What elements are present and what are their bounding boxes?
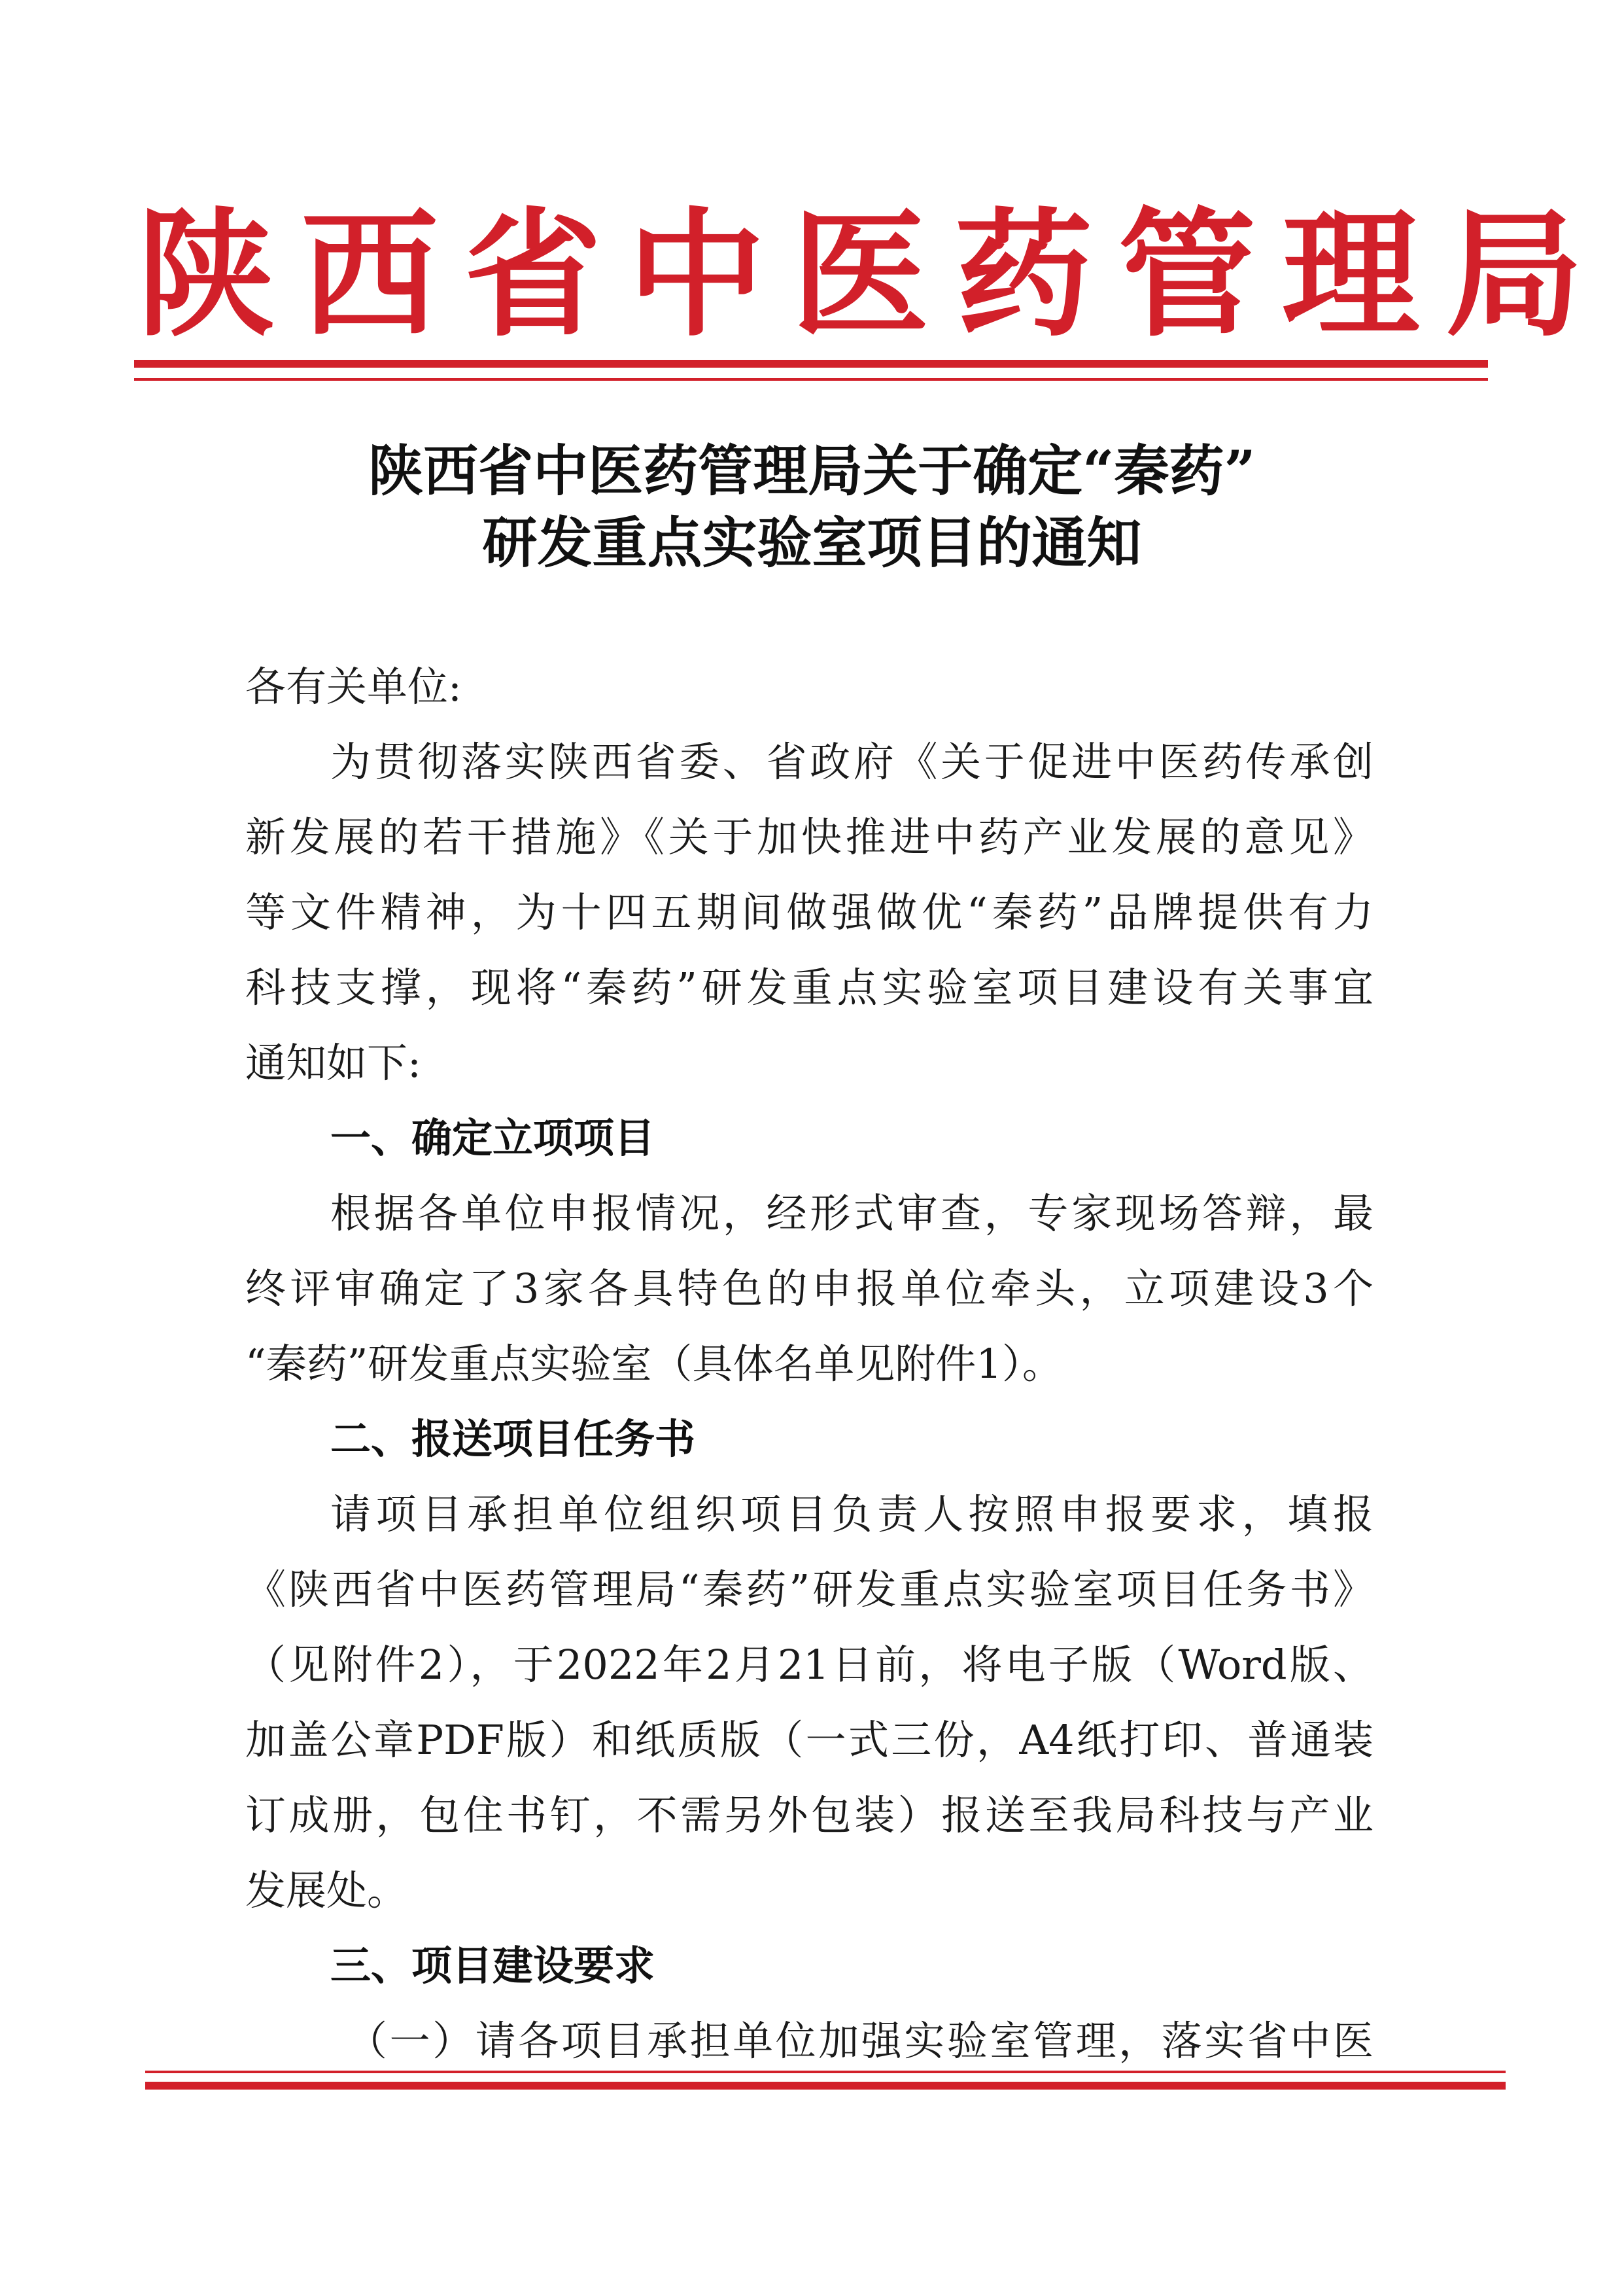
document-title-line-1: 陕西省中医药管理局关于确定“秦药” [368, 438, 1256, 503]
intro-line-3: 等文件精神，为十四五期间做强做优“秦药”品牌提供有力 [245, 888, 1373, 936]
masthead-rule-thick [134, 360, 1488, 368]
section-2-line-4: 加盖公章PDF版）和纸质版（一式三份，A4纸打印、普通装 [245, 1716, 1373, 1764]
section-3-heading: 三、项目建设要求 [330, 1942, 655, 1989]
section-2-line-6: 发展处。 [245, 1866, 408, 1914]
section-2-line-5: 订成册，包住书钉，不需另外包装）报送至我局科技与产业 [245, 1791, 1373, 1839]
footer-rule-thin [145, 2071, 1506, 2073]
masthead-rule-thin [134, 378, 1488, 381]
section-1-line-1: 根据各单位申报情况，经形式审查，专家现场答辩，最 [330, 1189, 1373, 1237]
intro-line-4: 科技支撑，现将“秦药”研发重点实验室项目建设有关事宜 [245, 964, 1373, 1011]
section-2-line-1: 请项目承担单位组织项目负责人按照申报要求，填报 [330, 1490, 1373, 1538]
section-3-line-1: （一）请各项目承担单位加强实验室管理，落实省中医 [347, 2017, 1373, 2065]
section-1-line-3: “秦药”研发重点实验室（具体名单见附件1）。 [245, 1340, 1063, 1388]
intro-line-5: 通知如下: [245, 1039, 421, 1087]
section-2-line-2: 《陕西省中医药管理局“秦药”研发重点实验室项目任务书》 [245, 1566, 1373, 1613]
intro-line-1: 为贯彻落实陕西省委、省政府《关于促进中医药传承创 [330, 738, 1373, 786]
document-title-line-2: 研发重点实验室项目的通知 [482, 510, 1142, 575]
masthead: 陕西省中医药管理局 [137, 194, 1610, 355]
section-1-heading: 一、确定立项项目 [330, 1114, 655, 1162]
salutation: 各有关单位: [245, 663, 462, 710]
footer-rule-thick [145, 2082, 1506, 2090]
section-2-line-3: （见附件2），于2022年2月21日前，将电子版（Word版、 [245, 1641, 1373, 1689]
section-2-heading: 二、报送项目任务书 [330, 1415, 696, 1463]
intro-line-2: 新发展的若干措施》《关于加快推进中药产业发展的意见》 [245, 813, 1373, 861]
section-1-line-2: 终评审确定了3家各具特色的申报单位牵头，立项建设3个 [245, 1265, 1373, 1312]
